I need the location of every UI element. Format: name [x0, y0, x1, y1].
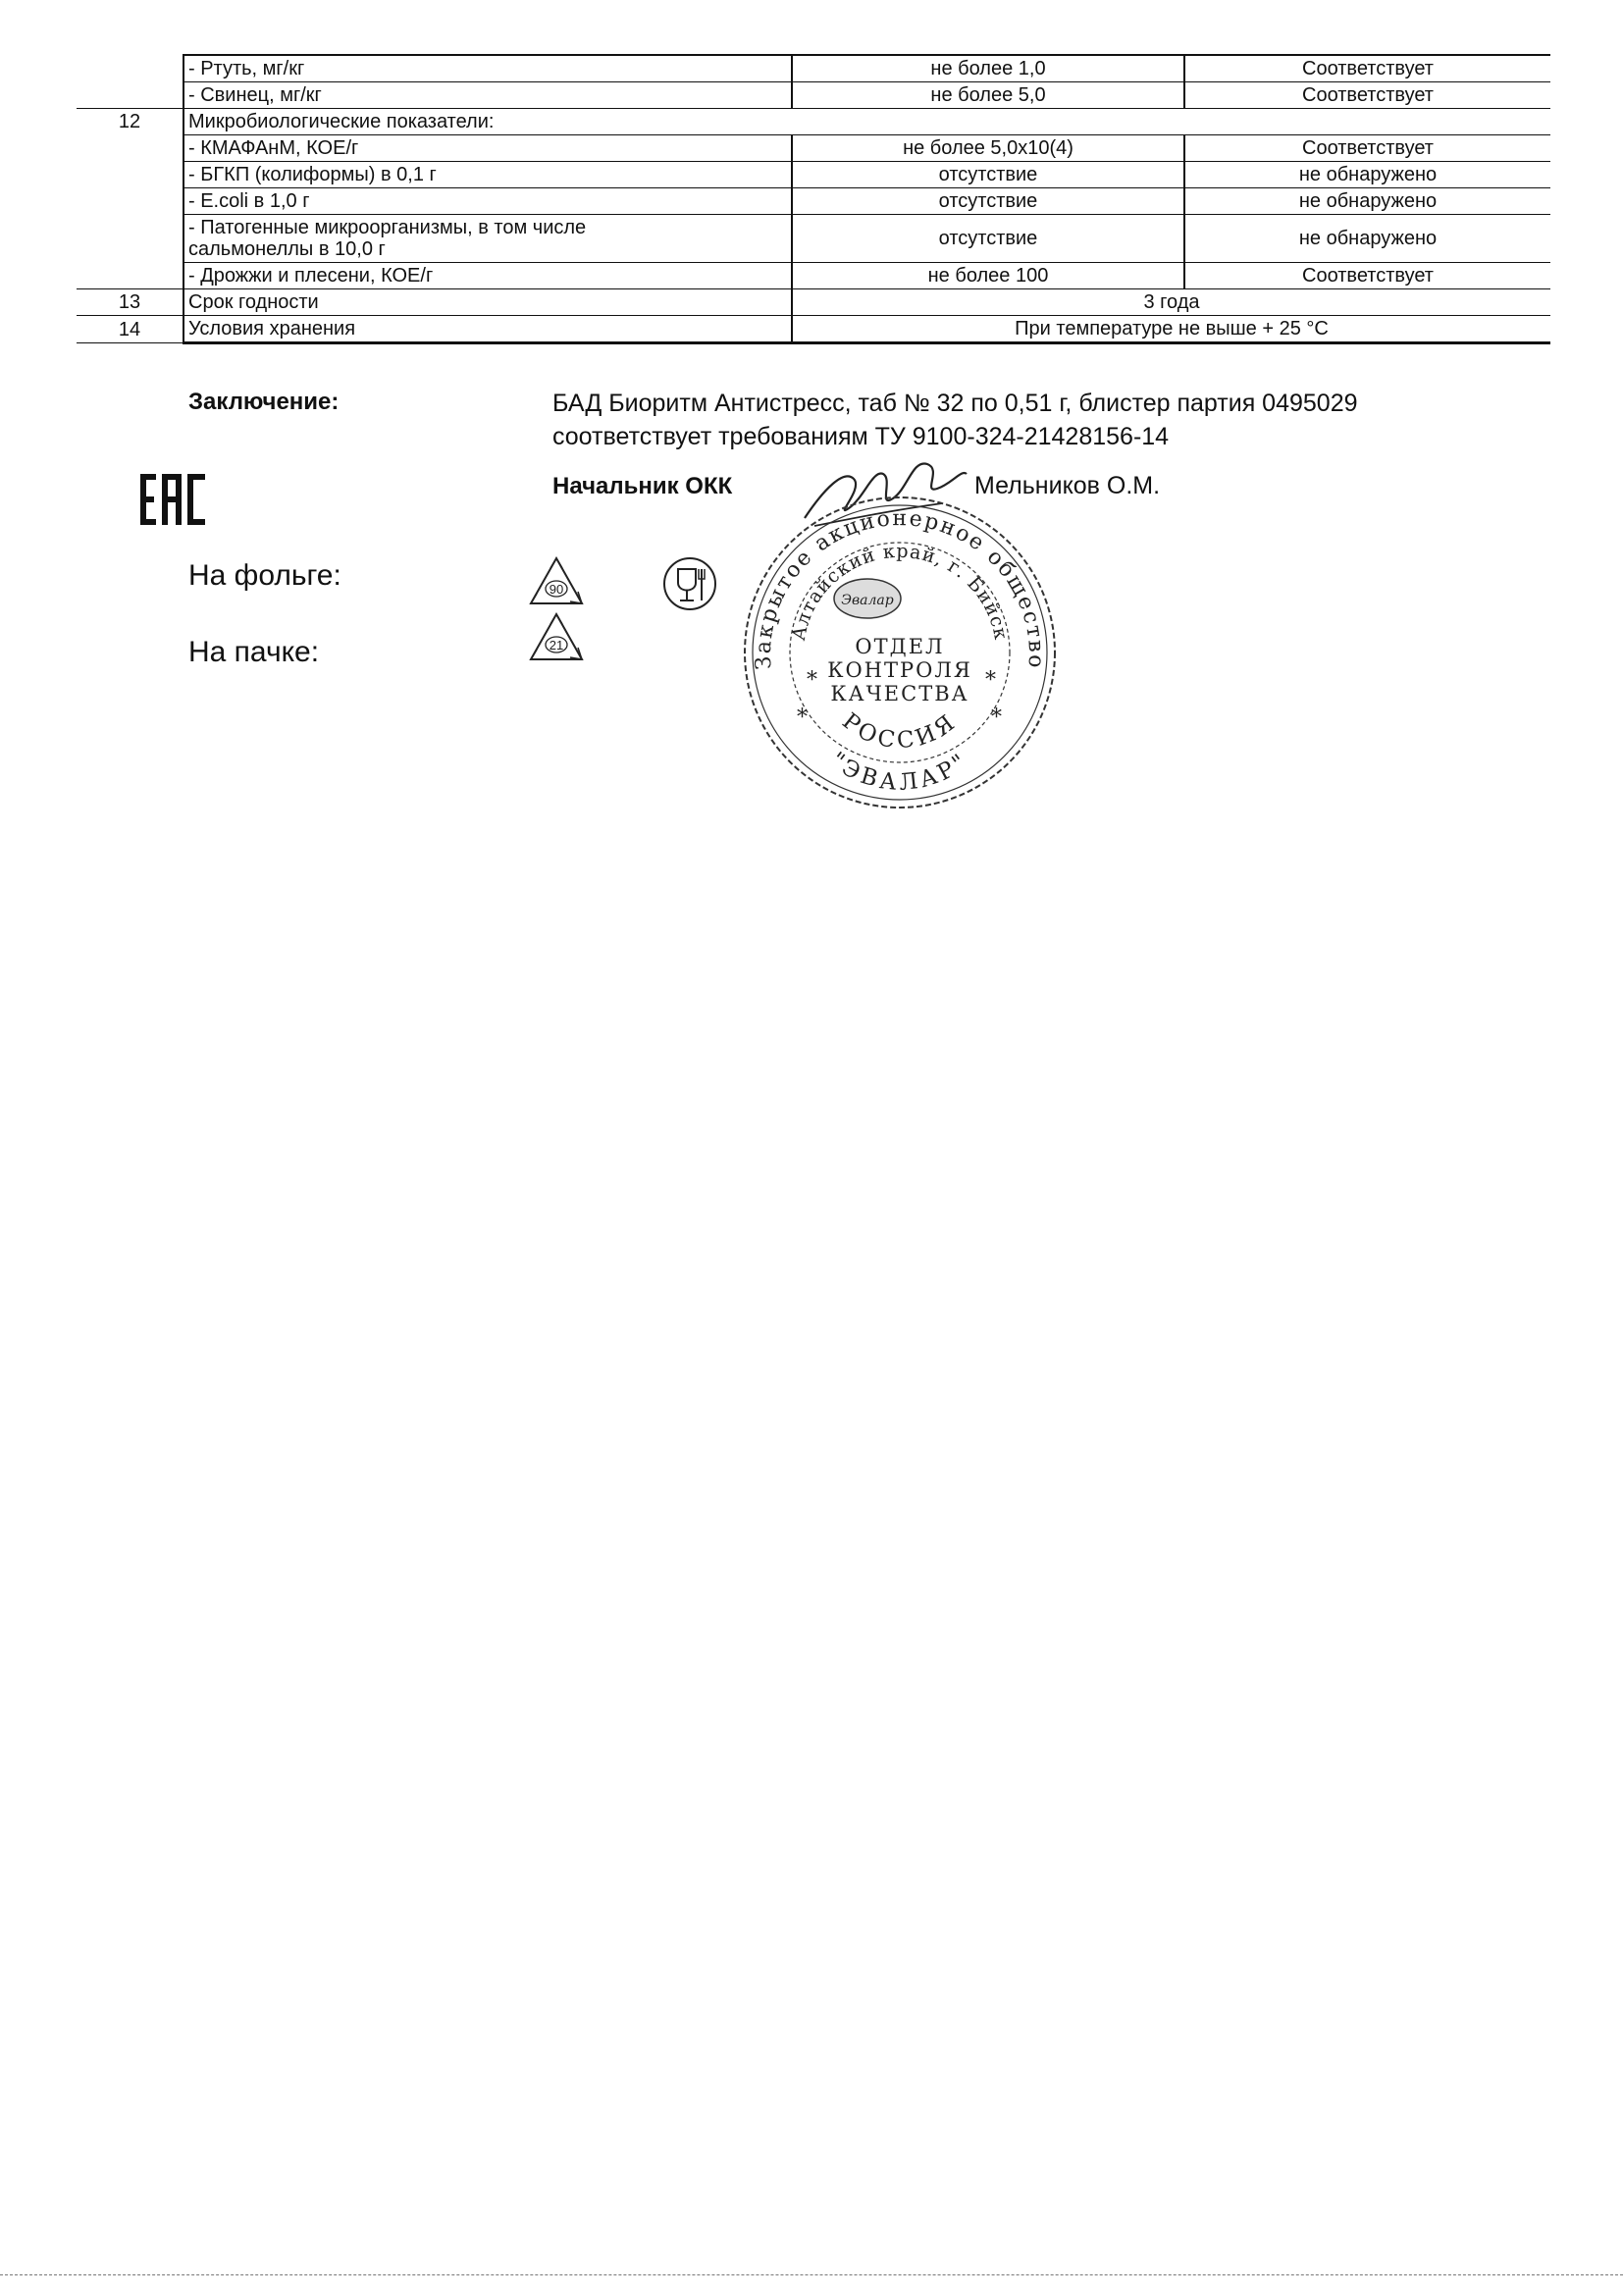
chief-title: Начальник ОКК — [552, 473, 733, 499]
group-title-cell: Микробиологические показатели: — [183, 109, 1550, 135]
conclusion-label: Заключение: — [188, 389, 340, 415]
stamp-center-line: КАЧЕСТВА — [830, 682, 969, 705]
table-row — [77, 162, 1550, 188]
norm-cell: не более 100 — [792, 263, 1184, 289]
row-number: 12 — [77, 109, 183, 135]
indicator-cell: - Ртуть, мг/кг — [183, 55, 792, 82]
norm-cell: отсутствие — [792, 188, 1184, 215]
table-row-13 — [77, 289, 1550, 316]
pack-code: 21 — [549, 638, 564, 652]
conclusion-line: соответствует требованиям ТУ 9100-324-21428156-14 — [552, 423, 1170, 450]
stamp-logo: Эвалар — [841, 593, 894, 608]
norm-cell: отсутствие — [792, 215, 1184, 263]
stamp-bottom-text: РОССИЯ — [837, 707, 963, 755]
result-cell: не обнаружено — [1184, 162, 1550, 188]
result-cell: Соответствует — [1184, 135, 1550, 162]
norm-cell: не более 5,0х10(4) — [792, 135, 1184, 162]
chief-name: Мельников О.М. — [974, 472, 1161, 499]
svg-text:*: * — [991, 705, 1002, 730]
indicator-line: - Патогенные микроорганизмы, в том числе — [188, 217, 587, 238]
table-row — [77, 135, 1550, 162]
svg-text:*: * — [985, 668, 996, 693]
table-row — [77, 215, 1550, 263]
value-cell: 3 года — [792, 289, 1550, 316]
svg-text:*: * — [797, 705, 808, 730]
foil-label: На фольге: — [188, 559, 341, 592]
row-number — [77, 55, 183, 82]
result-cell: Соответствует — [1184, 263, 1550, 289]
indicator-cell: - Свинец, мг/кг — [183, 82, 792, 109]
conclusion-text — [552, 387, 1358, 453]
stamp-outer-text: Закрытое акционерное общество — [751, 506, 1049, 671]
table-row — [77, 82, 1550, 109]
result-cell: Соответствует — [1184, 55, 1550, 82]
food-contact-icon — [661, 555, 718, 612]
row-number — [77, 82, 183, 109]
indicator-line: сальмонеллы в 10,0 г — [188, 238, 386, 260]
result-cell: не обнаружено — [1184, 188, 1550, 215]
indicator-cell: - Дрожжи и плесени, КОЕ/г — [183, 263, 792, 289]
stamp-inner-text: Алтайский край, г. Бийск — [787, 540, 1013, 643]
indicator-cell: - E.coli в 1,0 г — [183, 188, 792, 215]
stamp-center-line: КОНТРОЛЯ — [827, 658, 972, 682]
recycle-triangle-icon — [527, 610, 586, 665]
recycle-triangle-icon — [527, 554, 586, 609]
foil-code: 90 — [549, 582, 564, 597]
table-row-14 — [77, 316, 1550, 343]
stamp-bottom-text: "ЭВАЛАР" — [825, 747, 974, 797]
indicator-cell: - КМАФАнМ, КОЕ/г — [183, 135, 792, 162]
row-number: 13 — [77, 289, 183, 316]
specification-table — [77, 54, 1550, 344]
table-row — [77, 188, 1550, 215]
page-bottom-divider — [0, 2274, 1623, 2277]
norm-cell: не более 1,0 — [792, 55, 1184, 82]
value-cell: При температуре не выше + 25 °С — [792, 316, 1550, 343]
pack-label: На пачке: — [188, 636, 320, 668]
quality-control-stamp — [738, 491, 1062, 814]
table-row — [77, 55, 1550, 82]
indicator-cell: Условия хранения — [183, 316, 792, 343]
result-cell: не обнаружено — [1184, 215, 1550, 263]
indicator-cell — [183, 215, 792, 263]
conclusion-line: БАД Биоритм Антистресс, таб № 32 по 0,51 г, блистер партия 0495029 — [552, 390, 1358, 417]
eac-logo-icon — [140, 474, 205, 525]
table-row — [77, 263, 1550, 289]
norm-cell: отсутствие — [792, 162, 1184, 188]
stamp-center-line: ОТДЕЛ — [855, 635, 945, 658]
svg-text:*: * — [807, 668, 817, 693]
norm-cell: не более 5,0 — [792, 82, 1184, 109]
indicator-cell: - БГКП (колиформы) в 0,1 г — [183, 162, 792, 188]
result-cell: Соответствует — [1184, 82, 1550, 109]
row-number: 14 — [77, 316, 183, 343]
indicator-cell: Срок годности — [183, 289, 792, 316]
table-row-group-12 — [77, 109, 1550, 135]
